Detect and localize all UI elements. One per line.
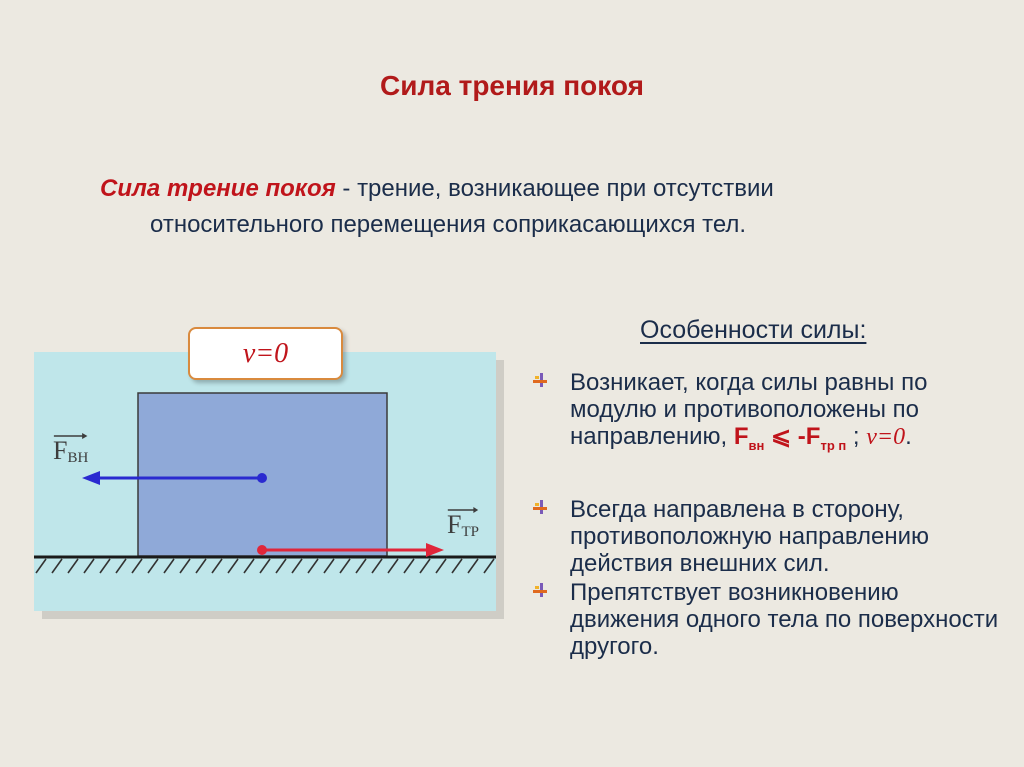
velocity-label: v=0 xyxy=(188,327,343,380)
diagram-drawing xyxy=(34,352,496,611)
bullet-icon xyxy=(532,499,548,515)
formula-relation: ⩽ - xyxy=(764,423,806,450)
definition-text-line2: относительного перемещения соприкасающихся тел. xyxy=(150,211,747,238)
features-list xyxy=(530,369,1010,660)
definition-text-line1: - трение, возникающее при отсутствии xyxy=(335,175,774,202)
external-force-letter: F xyxy=(53,436,68,465)
bullet-icon xyxy=(532,372,548,388)
list-item xyxy=(530,579,1010,660)
friction-force-subscript: ТР xyxy=(461,524,479,540)
feature-text: Препятствует возникновению движения одного тела по поверхности другого. xyxy=(570,578,999,660)
list-item xyxy=(530,496,1010,577)
definition-term: Сила трение покоя xyxy=(100,175,336,202)
features-heading: Особенности силы: xyxy=(640,316,867,344)
list-item xyxy=(530,369,1010,459)
slide-title: Сила трения покоя xyxy=(380,70,644,101)
formula-force-external: $F_{вн}$ xyxy=(733,423,765,453)
formula-velocity: v=0 xyxy=(866,424,906,450)
formula-end: . xyxy=(905,423,912,450)
bullet-icon xyxy=(532,582,548,598)
friction-diagram xyxy=(34,352,496,611)
friction-force-letter: F xyxy=(447,510,462,539)
feature-text: Всегда направлена в сторону, противоположную направлению действия внешних сил. xyxy=(570,495,930,577)
friction-force-label xyxy=(447,510,479,541)
external-force-subscript: ВН xyxy=(67,450,89,466)
formula-force-friction: $F_{тр п}$ xyxy=(805,423,847,453)
ground-hatching xyxy=(36,559,494,573)
definition xyxy=(100,171,940,243)
external-force-label xyxy=(53,436,88,467)
formula-separator: ; xyxy=(846,423,867,450)
vector-arrow-icon xyxy=(447,506,479,514)
vector-arrow-icon xyxy=(53,432,88,440)
feature-text: Возникает, когда силы равны по модулю и противоположены по направлению, xyxy=(570,369,928,450)
